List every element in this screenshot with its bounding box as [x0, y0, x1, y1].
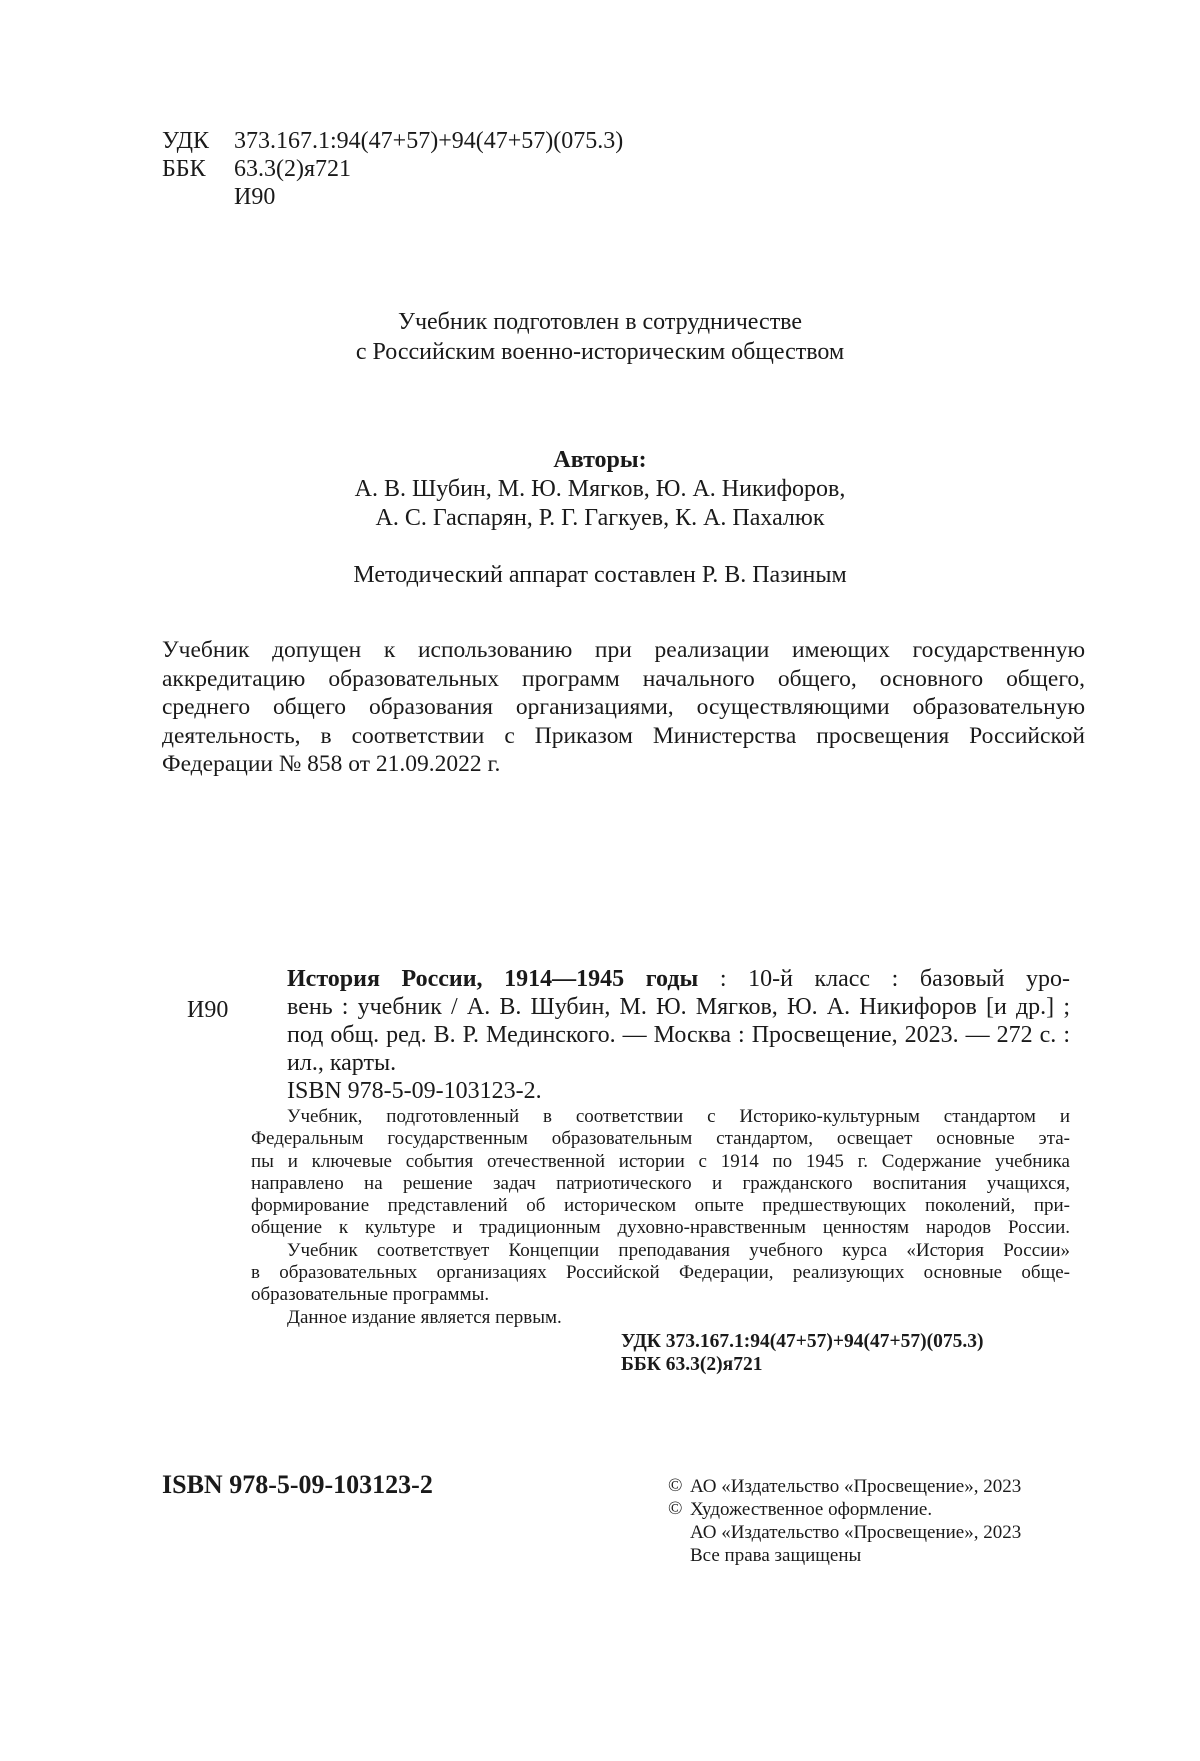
udk-row: [162, 127, 623, 155]
copyright-line-3: АО «Издательство «Просвещение», 2023: [690, 1522, 1022, 1543]
bbk-row: [162, 155, 351, 183]
bibliographic-record: [287, 965, 1070, 1105]
codes-bbk: ББК 63.3(2)я721: [621, 1354, 763, 1375]
approval-paragraph: [162, 636, 1085, 779]
annotation-line: Учебник соответствует Концепции преподавания учебного курса «История России»: [287, 1239, 1070, 1261]
isbn-main: ISBN 978-5-09-103123-2: [162, 1470, 433, 1499]
bib-line-4: ил., карты.: [287, 1050, 397, 1076]
copyright-symbol: ©: [668, 1475, 683, 1496]
author-mark: И90: [234, 184, 276, 210]
bib-isbn: ISBN 978-5-09-103123-2.: [287, 1078, 542, 1104]
annotation-line: Данное издание является первым.: [287, 1306, 562, 1328]
copyright-symbol: ©: [668, 1498, 683, 1519]
cooperation-line-2: с Российским военно-историческим обществом: [355, 339, 845, 365]
authors-line-2: А. С. Гаспарян, Р. Г. Гагкуев, К. А. Пахалюк: [375, 505, 825, 531]
approval-line: аккредитацию образовательных программ начального общего, основного общего,: [162, 665, 1085, 692]
book-title: История России, 1914—1945 годы: [287, 966, 699, 992]
annotation-line: общение к культуре и традиционным духовно-нравственным ценностям народов России.: [251, 1217, 1070, 1239]
cooperation-line-1: Учебник подготовлен в сотрудничестве: [397, 309, 803, 335]
annotation-line: в образовательных организациях Российской Федерации, реализующих основные обще-: [251, 1262, 1070, 1284]
bbk-value: 63.3(2)я721: [234, 156, 352, 182]
bib-mark: И90: [187, 997, 229, 1023]
bib-line-1-rest: : 10-й класс : базовый уро-: [698, 966, 1071, 992]
approval-line: деятельность, в соответствии с Приказом Министерства просвещения Российской: [162, 722, 1085, 749]
authors-heading: Авторы:: [553, 447, 647, 473]
approval-line: среднего общего образования организациями, осуществляющими образовательную: [162, 694, 1085, 720]
copyright-line-2: Художественное оформление.: [690, 1499, 933, 1520]
annotation-line: формирование представлений об историческом опыте предшествующих поколений, при-: [251, 1195, 1070, 1217]
udk-value: 373.167.1:94(47+57)+94(47+57)(075.3): [234, 128, 624, 154]
approval-line: Федерации № 858 от 21.09.2022 г.: [162, 751, 501, 777]
methodical-note: Методический аппарат составлен Р. В. Пазиным: [353, 562, 847, 588]
annotation-line: пы и ключевые события отечественной истории с 1914 по 1945 г. Содержание учебника: [251, 1150, 1070, 1172]
approval-line: Учебник допущен к использованию при реализации имеющих государственную: [162, 637, 1085, 663]
annotation-line: Учебник, подготовленный в соответствии с Историко-культурным стандартом и: [287, 1106, 1070, 1127]
authors-line-1: А. В. Шубин, М. Ю. Мягков, Ю. А. Никифоров,: [354, 476, 846, 502]
copyright-line-4: Все права защищены: [690, 1545, 862, 1566]
annotation-line: образовательные программы.: [251, 1284, 490, 1306]
annotation-line: направлено на решение задач патриотического и гражданского воспитания учащихся,: [251, 1172, 1070, 1194]
annotation: [251, 1106, 1070, 1329]
udk-label: УДК: [162, 128, 209, 154]
bib-line-3: под общ. ред. В. Р. Мединского. — Москва : Просвещение, 2023. — 272 с. :: [287, 1022, 1070, 1048]
copyright-line-1: АО «Издательство «Просвещение», 2023: [690, 1476, 1022, 1497]
author-mark-row: [162, 183, 275, 211]
bib-line-2: вень : учебник / А. В. Шубин, М. Ю. Мягков, Ю. А. Никифоров [и др.] ;: [287, 994, 1070, 1020]
bbk-label: ББК: [162, 156, 206, 182]
annotation-line: Федеральным государственным образовательным стандартом, освещает основные эта-: [251, 1128, 1070, 1150]
codes-udk: УДК 373.167.1:94(47+57)+94(47+57)(075.3): [621, 1331, 984, 1352]
